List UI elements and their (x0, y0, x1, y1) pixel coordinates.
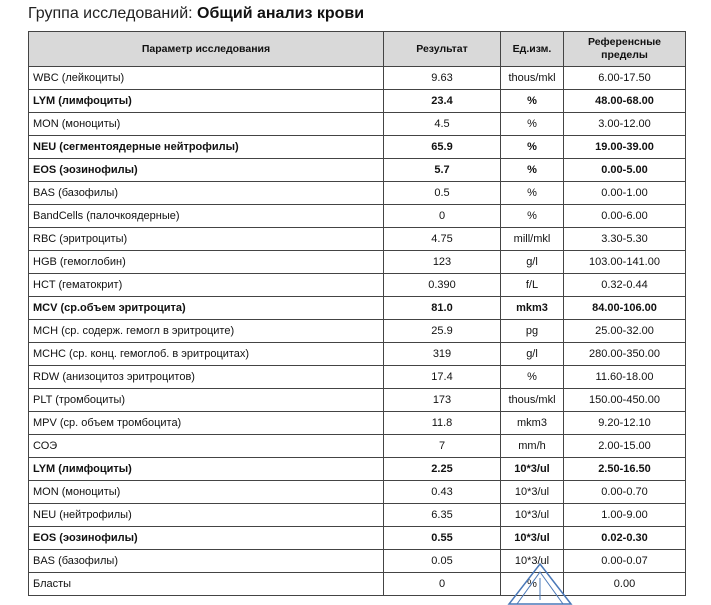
cell-result: 25.9 (384, 320, 501, 343)
table-body (29, 67, 686, 596)
cell-param: LYM (лимфоциты) (29, 90, 384, 113)
cell-param: EOS (эозинофилы) (29, 527, 384, 550)
cell-param: Бласты (29, 573, 384, 596)
table-row (29, 481, 686, 504)
cell-reference: 0.00-0.70 (564, 481, 686, 504)
cell-param: BAS (базофилы) (29, 550, 384, 573)
cell-result: 0.55 (384, 527, 501, 550)
table-row (29, 458, 686, 481)
table-row (29, 550, 686, 573)
cell-result: 0 (384, 573, 501, 596)
cell-param: LYM (лимфоциты) (29, 458, 384, 481)
cell-reference: 84.00-106.00 (564, 297, 686, 320)
table-row (29, 274, 686, 297)
cell-reference: 150.00-450.00 (564, 389, 686, 412)
cell-result: 17.4 (384, 366, 501, 389)
group-title-prefix: Группа исследований: (28, 5, 193, 22)
cell-unit: % (501, 366, 564, 389)
cell-reference: 3.00-12.00 (564, 113, 686, 136)
cell-result: 9.63 (384, 67, 501, 90)
table-header-row (29, 32, 686, 67)
cell-result: 0 (384, 205, 501, 228)
cell-unit: % (501, 90, 564, 113)
cell-unit: pg (501, 320, 564, 343)
table-row (29, 412, 686, 435)
cell-result: 319 (384, 343, 501, 366)
cell-param: MON (моноциты) (29, 113, 384, 136)
cell-reference: 0.00-5.00 (564, 159, 686, 182)
cell-result: 0.390 (384, 274, 501, 297)
table-row (29, 228, 686, 251)
header-result: Результат (384, 32, 501, 67)
header-unit: Ед.изм. (501, 32, 564, 67)
table-row (29, 90, 686, 113)
table-row (29, 435, 686, 458)
table-row (29, 343, 686, 366)
cell-reference: 1.00-9.00 (564, 504, 686, 527)
cell-unit: % (501, 113, 564, 136)
cell-unit: g/l (501, 251, 564, 274)
group-title-name: Общий анализ крови (197, 5, 365, 22)
table-row (29, 297, 686, 320)
table-row (29, 389, 686, 412)
cell-param: HCT (гематокрит) (29, 274, 384, 297)
cell-reference: 103.00-141.00 (564, 251, 686, 274)
cell-reference: 0.00 (564, 573, 686, 596)
cell-reference: 48.00-68.00 (564, 90, 686, 113)
cell-unit: % (501, 182, 564, 205)
cell-unit: 10*3/ul (501, 458, 564, 481)
cell-unit: mkm3 (501, 297, 564, 320)
cell-reference: 280.00-350.00 (564, 343, 686, 366)
cell-result: 23.4 (384, 90, 501, 113)
cell-reference: 2.00-15.00 (564, 435, 686, 458)
group-title (28, 4, 364, 24)
cell-result: 0.43 (384, 481, 501, 504)
cell-param: PLT (тромбоциты) (29, 389, 384, 412)
cell-param: MPV (ср. объем тромбоцита) (29, 412, 384, 435)
table-row (29, 527, 686, 550)
cell-reference: 0.00-6.00 (564, 205, 686, 228)
cell-result: 81.0 (384, 297, 501, 320)
cell-result: 0.5 (384, 182, 501, 205)
cell-unit: % (501, 205, 564, 228)
table-row (29, 573, 686, 596)
table-row (29, 504, 686, 527)
cell-result: 6.35 (384, 504, 501, 527)
cell-reference: 2.50-16.50 (564, 458, 686, 481)
cell-param: RBC (эритроциты) (29, 228, 384, 251)
cell-result: 65.9 (384, 136, 501, 159)
cell-result: 173 (384, 389, 501, 412)
cell-unit: % (501, 573, 564, 596)
cell-param: MON (моноциты) (29, 481, 384, 504)
cell-result: 0.05 (384, 550, 501, 573)
cell-param: HGB (гемоглобин) (29, 251, 384, 274)
cell-unit: % (501, 159, 564, 182)
cell-reference: 0.02-0.30 (564, 527, 686, 550)
cell-unit: mill/mkl (501, 228, 564, 251)
cell-unit: 10*3/ul (501, 527, 564, 550)
cell-reference: 11.60-18.00 (564, 366, 686, 389)
cell-reference: 9.20-12.10 (564, 412, 686, 435)
cell-unit: mm/h (501, 435, 564, 458)
header-reference: Референсные пределы (564, 32, 686, 67)
table-row (29, 136, 686, 159)
cell-param: MCHC (ср. конц. гемоглоб. в эритроцитах) (29, 343, 384, 366)
cell-reference: 0.32-0.44 (564, 274, 686, 297)
table-row (29, 251, 686, 274)
cell-param: EOS (эозинофилы) (29, 159, 384, 182)
cell-result: 7 (384, 435, 501, 458)
cell-param: MCV (ср.объем эритроцита) (29, 297, 384, 320)
cell-param: MCH (ср. содерж. гемогл в эритроците) (29, 320, 384, 343)
cell-reference: 25.00-32.00 (564, 320, 686, 343)
cell-unit: 10*3/ul (501, 504, 564, 527)
cell-result: 11.8 (384, 412, 501, 435)
table-row (29, 205, 686, 228)
cell-param: BandCells (палочкоядерные) (29, 205, 384, 228)
cell-param: NEU (сегментоядерные нейтрофилы) (29, 136, 384, 159)
cell-unit: thous/mkl (501, 67, 564, 90)
cell-unit: thous/mkl (501, 389, 564, 412)
cell-unit: 10*3/ul (501, 550, 564, 573)
cell-result: 2.25 (384, 458, 501, 481)
cell-unit: f/L (501, 274, 564, 297)
header-param: Параметр исследования (29, 32, 384, 67)
cell-reference: 19.00-39.00 (564, 136, 686, 159)
cell-reference: 6.00-17.50 (564, 67, 686, 90)
cell-reference: 0.00-1.00 (564, 182, 686, 205)
cell-result: 123 (384, 251, 501, 274)
cell-result: 4.75 (384, 228, 501, 251)
table-row (29, 67, 686, 90)
cell-reference: 3.30-5.30 (564, 228, 686, 251)
cell-param: NEU (нейтрофилы) (29, 504, 384, 527)
table-row (29, 182, 686, 205)
cell-param: BAS (базофилы) (29, 182, 384, 205)
results-table (28, 31, 686, 596)
cell-unit: mkm3 (501, 412, 564, 435)
cell-param: RDW (анизоцитоз эритроцитов) (29, 366, 384, 389)
cell-param: WBC (лейкоциты) (29, 67, 384, 90)
cell-unit: g/l (501, 343, 564, 366)
table-row (29, 113, 686, 136)
table-row (29, 320, 686, 343)
cell-unit: 10*3/ul (501, 481, 564, 504)
cell-param: СОЭ (29, 435, 384, 458)
cell-unit: % (501, 136, 564, 159)
table-row (29, 366, 686, 389)
cell-result: 5.7 (384, 159, 501, 182)
cell-result: 4.5 (384, 113, 501, 136)
table-row (29, 159, 686, 182)
cell-reference: 0.00-0.07 (564, 550, 686, 573)
